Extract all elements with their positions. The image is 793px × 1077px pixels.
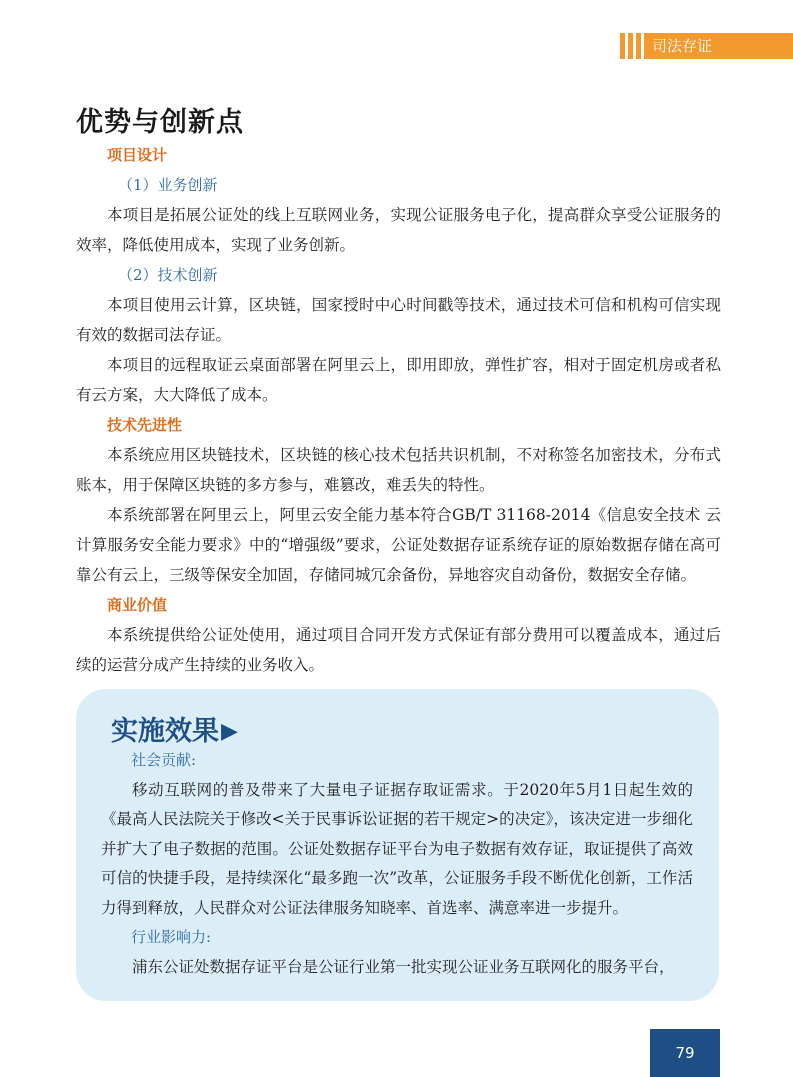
sub-business-innovation: （1）业务创新 <box>118 176 218 194</box>
header-stripe <box>620 33 625 59</box>
effect-box <box>76 689 719 1001</box>
sub-industry-influence: 行业影响力: <box>131 928 212 946</box>
effect-title-text: 实施效果 <box>111 716 219 747</box>
main-content <box>76 140 721 680</box>
paragraph-advance-1: 本系统应用区块链技术，区块链的核心技术包括共识机制，不对称签名加密技术，分布式账本，用于保障区块链的多方参与，难篡改，难丢失的特性。 <box>76 446 721 494</box>
section-label: 司法存证 <box>644 33 793 59</box>
paragraph-tech-1: 本项目使用云计算，区块链，国家授时中心时间戳等技术，通过技术可信和机构可信实现有效的数据司法存证。 <box>76 296 721 344</box>
heading-business-value: 商业价值 <box>107 596 168 614</box>
effect-title <box>111 709 238 748</box>
paragraph-advance-2: 本系统部署在阿里云上，阿里云安全能力基本符合GB/T 31168-2014《信息安全技术 云计算服务安全能力要求》中的“增强级”要求，公证处数据存证系统存证的原始数据存储在高可靠公有云上，三级等保安全加固，存储同城冗余备份，异地容灾自动备份，数据安全存储。 <box>76 506 721 584</box>
effect-body <box>101 746 693 982</box>
heading-project-design: 项目设计 <box>107 146 168 164</box>
paragraph-industry: 浦东公证处数据存证平台是公证行业第一批实现公证业务互联网化的服务平台， <box>132 957 675 976</box>
heading-tech-advance: 技术先进性 <box>107 416 183 434</box>
paragraph-value: 本系统提供给公证处使用，通过项目合同开发方式保证有部分费用可以覆盖成本，通过后续的运营分成产生持续的业务收入。 <box>76 626 721 674</box>
page-number: 79 <box>650 1029 720 1077</box>
sub-tech-innovation: （2）技术创新 <box>118 266 218 284</box>
triangle-right-icon: ▶ <box>221 718 238 744</box>
page-title: 优势与创新点 <box>76 107 244 138</box>
header-stripe <box>636 33 641 59</box>
paragraph-social: 移动互联网的普及带来了大量电子证据存取证需求。于2020年5月1日起生效的《最高人民法院关于修改<关于民事诉讼证据的若干规定>的决定》，该决定进一步细化并扩大了电子数据的范围。公证处数据存证平台为电子数据有效存证，取证提供了高效可信的快捷手段，是持续深化“最多跑一次”改革，公证服务手段不断优化创新，工作活力得到释放，人民群众对公证法律服务知晓率、首选率、满意率进一步提升。 <box>101 780 693 917</box>
header-stripe <box>628 33 633 59</box>
section-header-tab <box>620 33 793 59</box>
paragraph-tech-2: 本项目的远程取证云桌面部署在阿里云上，即用即放，弹性扩容，相对于固定机房或者私有云方案，大大降低了成本。 <box>76 356 721 404</box>
sub-social-contribution: 社会贡献: <box>131 751 197 769</box>
paragraph-business: 本项目是拓展公证处的线上互联网业务，实现公证服务电子化，提高群众享受公证服务的效率，降低使用成本，实现了业务创新。 <box>76 206 721 254</box>
